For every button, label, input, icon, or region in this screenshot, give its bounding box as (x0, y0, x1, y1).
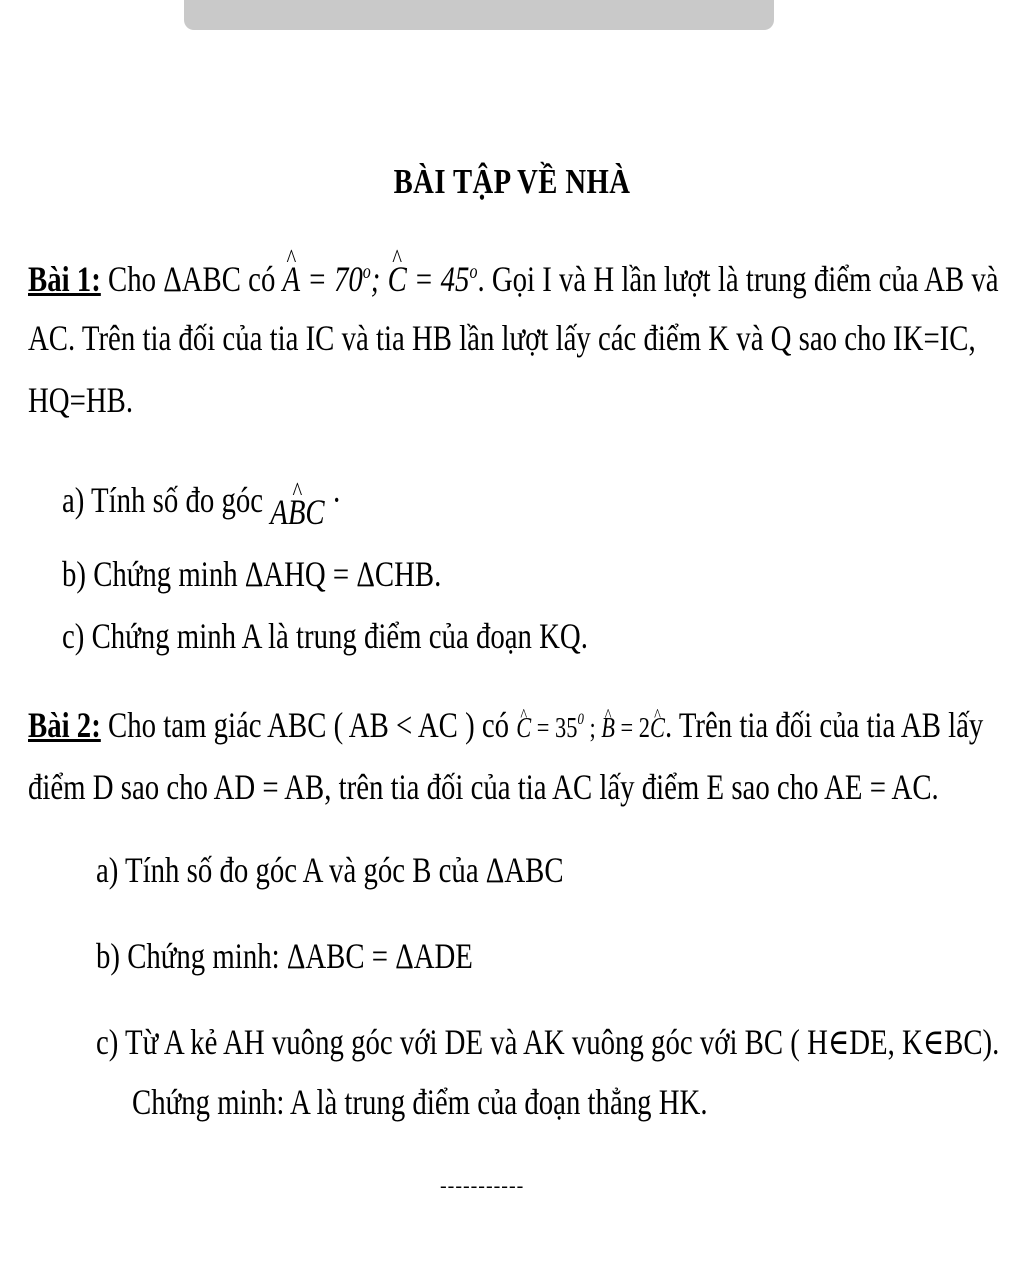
page-title: BÀI TẬP VỀ NHÀ (393, 162, 631, 201)
bai1-text-d: = 45 (406, 259, 470, 299)
bai1-part-a (62, 478, 342, 532)
angle-c-hat-2: ^ C (516, 707, 531, 751)
bai2-deg: 0 (577, 711, 584, 728)
angle-c-hat-3: ^ C (650, 707, 665, 751)
bai2-part-c2: Chứng minh: A là trung điểm của đoạn thẳng HK. (132, 1082, 708, 1122)
angle-c-hat: ^ C (388, 257, 407, 301)
bai1-a-prefix: a) Tính số đo góc (62, 480, 271, 520)
footer-dashes: ----------- (440, 1175, 525, 1197)
bai2-text-c: ; (583, 713, 602, 744)
bai2-text-b: = 35 (531, 713, 578, 744)
angle-a-hat: ^ A (283, 257, 301, 301)
bai1-deg2: o (469, 261, 478, 283)
bai2-line2: điểm D sao cho AD = AB, trên tia đối của tia AC lấy điểm E sao cho AE = AC. (28, 767, 939, 807)
bai1-label: Bài 1: (28, 259, 101, 299)
bai1-part-c: c) Chứng minh A là trung điểm của đoạn KQ. (62, 616, 588, 656)
bai1-part-b: b) Chứng minh ΔAHQ = ΔCHB. (62, 554, 442, 594)
bai1-text-b: = 70 (300, 259, 363, 299)
bai1-line2: AC. Trên tia đối của tia IC và tia HB lần lượt lấy các điểm K và Q sao cho IK=IC, (28, 318, 976, 358)
bai2-text-a: Cho tam giác ABC ( AB < AC ) có (100, 705, 517, 745)
bai1-text-a: Cho ΔABC có (100, 259, 283, 299)
bai2-line1 (28, 698, 983, 751)
bai2-text-e: . Trên tia đối của tia AB lấy (664, 705, 984, 745)
angle-abc-hat: ^ ABC (270, 490, 324, 534)
bai1-line3: HQ=HB. (28, 380, 134, 420)
bai2-part-a: a) Tính số đo góc A và góc B của ΔABC (96, 850, 564, 890)
angle-b-hat: ^ B (601, 707, 615, 751)
bai2-label: Bài 2: (28, 705, 101, 745)
bai2-part-c1: c) Từ A kẻ AH vuông góc với DE và AK vuông góc với BC ( H∈DE, K∈BC). (96, 1022, 1000, 1062)
bai2-text-d: = 2 (614, 713, 650, 744)
bai1-text-c: ; (370, 259, 388, 299)
bai1-a-suffix: · (324, 480, 342, 520)
bai1-line1 (28, 250, 999, 301)
bai1-text-e: . Gọi I và H lần lượt là trung điểm của AB và (477, 259, 999, 299)
bai1-deg1: o (362, 261, 371, 283)
bai2-part-b: b) Chứng minh: ΔABC = ΔADE (96, 936, 473, 976)
